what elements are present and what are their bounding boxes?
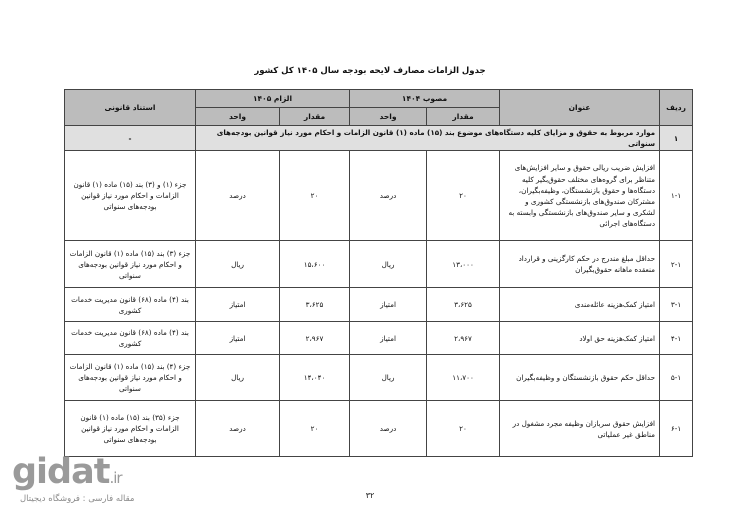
row-unit-1405: امتیاز <box>196 288 280 322</box>
header-approved-1404: مصوب ۱۴۰۴ <box>350 90 500 108</box>
row-unit-1405: ریال <box>196 355 280 401</box>
table-title: جدول الزامات مصارف لایحه بودجه سال ۱۴۰۵ کل کشور <box>254 66 486 76</box>
header-unit-1405: واحد <box>196 108 280 126</box>
row-unit-1405: درصد <box>196 151 280 241</box>
row-amount-1404: ۲،۹۶۷ <box>427 322 500 355</box>
header-legal-basis: استناد قانونی <box>65 90 196 126</box>
section-row <box>65 126 693 151</box>
row-amount-1404: ۲۰ <box>427 151 500 241</box>
row-legal-basis: جزء (۴) بند (۱۵) ماده (۱) قانون الزامات و احکام مورد نیاز قوانین بودجه‌های سنواتی <box>65 355 196 401</box>
row-subject: افزایش حقوق سربازان وظیفه مجرد مشغول در مناطق غیر عملیاتی <box>500 401 660 457</box>
row-subject: امتیاز کمک‌هزینه عائله‌مندی <box>500 288 660 322</box>
row-unit-1404: ریال <box>350 241 427 288</box>
row-amount-1405: ۳،۶۲۵ <box>280 288 350 322</box>
row-amount-1405: ۲،۹۶۷ <box>280 322 350 355</box>
row-no: ۳-۱ <box>660 288 693 322</box>
row-no: ۱-۱ <box>660 151 693 241</box>
row-legal-basis: بند (۴) ماده (۶۸) قانون مدیریت خدمات کشوری <box>65 322 196 355</box>
row-legal-basis: جزء (۳۵) بند (۱۵) ماده (۱) قانون الزامات و احکام مورد نیاز قوانین بودجه‌های سنواتی <box>65 401 196 457</box>
row-amount-1405: ۱۴،۰۴۰ <box>280 355 350 401</box>
row-unit-1405: ریال <box>196 241 280 288</box>
row-subject: امتیاز کمک‌هزینه حق اولاد <box>500 322 660 355</box>
row-no: ۴-۱ <box>660 322 693 355</box>
row-no: ۶-۱ <box>660 401 693 457</box>
row-legal-basis: جزء (۳) بند (۱۵) ماده (۱) قانون الزامات و احکام مورد نیاز قوانین بودجه‌های سنواتی <box>65 241 196 288</box>
row-legal-basis: جزء (۱) و (۳) بند (۱۵) ماده (۱) قانون الزامات و احکام مورد نیاز قوانین بودجه‌های سنواتی <box>65 151 196 241</box>
header-amount-1405: مقدار <box>280 108 350 126</box>
row-subject: حداقل مبلغ مندرج در حکم کارگزینی و قرارداد منعقده ماهانه حقوق‌بگیران <box>500 241 660 288</box>
header-row-no: ردیف <box>660 90 693 126</box>
row-subject: افزایش ضریب ریالی حقوق و سایر افزایش‌های متناظر برای گروه‌های مختلف حقوق‌بگیر کلیه دستگاه‌ها و حقوق بازنشستگان، وظیفه‌بگیران، مشترکان صندوق‌های بازنشستگی کشوری و لشکری و سایر صندوق‌های بازنشستگی وابسته به دستگاه‌های اجرائی <box>500 151 660 241</box>
row-no: ۲-۱ <box>660 241 693 288</box>
row-unit-1404: درصد <box>350 151 427 241</box>
row-amount-1405: ۲۰ <box>280 401 350 457</box>
row-legal-basis: بند (۴) ماده (۶۸) قانون مدیریت خدمات کشوری <box>65 288 196 322</box>
table-row <box>65 355 693 401</box>
watermark-logo <box>12 452 122 492</box>
row-amount-1404: ۱۱،۷۰۰ <box>427 355 500 401</box>
row-subject: حداقل حکم حقوق بازنشستگان و وظیفه‌بگیران <box>500 355 660 401</box>
row-unit-1404: امتیاز <box>350 322 427 355</box>
row-amount-1405: ۲۰ <box>280 151 350 241</box>
table-row <box>65 241 693 288</box>
row-amount-1404: ۳،۶۲۵ <box>427 288 500 322</box>
section-title: موارد مربوط به حقوق و مزایای کلیه دستگاه‌های موضوع بند (۱۵) ماده (۱) قانون الزامات و احکام مورد نیاز قوانین بودجه‌های سنواتی <box>196 126 660 151</box>
watermark-tagline: مقاله فارسی : فروشگاه دیجیتال <box>20 494 135 504</box>
header-subject: عنوان <box>500 90 660 126</box>
budget-requirements-table <box>64 89 693 457</box>
page-number: ۳۲ <box>365 491 375 500</box>
header-unit-1404: واحد <box>350 108 427 126</box>
table-row <box>65 288 693 322</box>
watermark-logo-text: gidat <box>12 452 110 492</box>
table-row <box>65 401 693 457</box>
row-unit-1405: درصد <box>196 401 280 457</box>
header-required-1405: الزام ۱۴۰۵ <box>196 90 350 108</box>
row-amount-1404: ۱۳،۰۰۰ <box>427 241 500 288</box>
section-basis: - <box>65 126 196 151</box>
row-amount-1405: ۱۵،۶۰۰ <box>280 241 350 288</box>
section-no: ۱ <box>660 126 693 151</box>
row-unit-1404: امتیاز <box>350 288 427 322</box>
header-amount-1404: مقدار <box>427 108 500 126</box>
watermark-tld: .ir <box>109 469 122 487</box>
row-amount-1404: ۲۰ <box>427 401 500 457</box>
row-unit-1405: امتیاز <box>196 322 280 355</box>
row-unit-1404: درصد <box>350 401 427 457</box>
row-no: ۵-۱ <box>660 355 693 401</box>
table-row <box>65 151 693 241</box>
row-unit-1404: ریال <box>350 355 427 401</box>
table-row <box>65 322 693 355</box>
